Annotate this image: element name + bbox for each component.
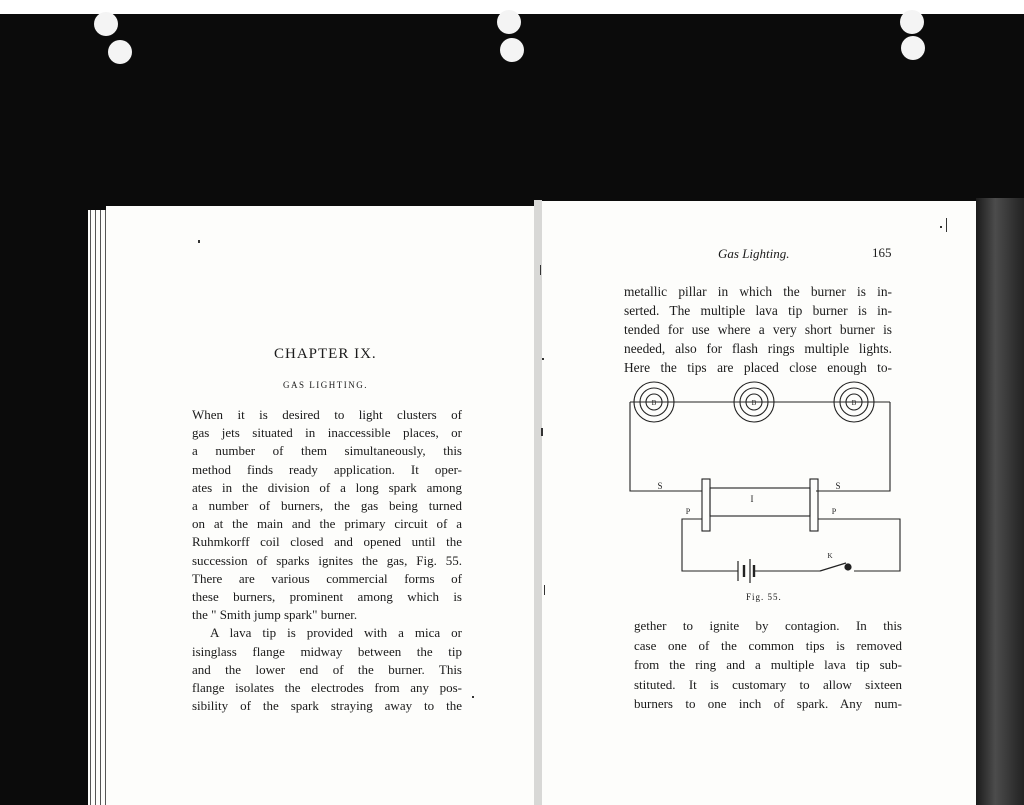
text-line: burners to one inch of spark. Any num- <box>634 696 902 711</box>
coil-flange-left <box>702 479 710 531</box>
text-line: succession of sparks ignites the gas, Fig. 55. <box>192 552 462 568</box>
text-line: gether to ignite by contagion. In this <box>634 618 902 633</box>
punch-hole-center-top <box>497 10 521 34</box>
scan-speck <box>544 585 545 595</box>
section-heading: GAS LIGHTING. <box>283 380 368 390</box>
book-spine <box>534 200 542 805</box>
burner-label: B <box>751 399 757 407</box>
text-line: Ruhmkorff coil closed and opened until the <box>192 534 462 550</box>
spark-label: S <box>657 481 663 491</box>
right-secondary-wire <box>816 402 890 491</box>
text-line: There are various commercial forms of <box>192 570 462 586</box>
text-line: tended for use where a very short burner is <box>624 322 892 337</box>
text-line: When it is desired to light clusters of <box>192 407 462 422</box>
primary-wire-right <box>818 519 900 571</box>
punch-hole-right <box>901 36 925 60</box>
figure-caption: Fig. 55. <box>746 592 782 602</box>
text-line: method finds ready application. It oper- <box>192 461 462 477</box>
key <box>820 563 851 571</box>
punch-hole-center <box>500 38 524 62</box>
text-line: the " Smith jump spark" burner. <box>192 607 358 623</box>
left-secondary-wire <box>630 402 702 491</box>
battery <box>738 559 754 583</box>
scan-speck <box>472 696 474 698</box>
text-line: metallic pillar in which the burner is in- <box>624 284 892 299</box>
scan-speck <box>541 428 543 436</box>
punch-hole-right-top <box>900 10 924 34</box>
burner-label: B <box>651 399 657 407</box>
right-top-text <box>624 282 892 377</box>
burner-label: B <box>851 399 857 407</box>
text-line: case one of the common tips is removed <box>634 637 902 653</box>
text-line: sibility of the spark straying away to the <box>192 698 462 714</box>
page-number: 165 <box>872 245 892 260</box>
wiring-diagram <box>620 375 910 585</box>
text-line: these burners, prominent among which is <box>192 589 462 605</box>
scan-speck <box>946 218 947 232</box>
primary-label: P <box>831 507 837 516</box>
text-line: needed, also for flash rings multiple lights. <box>624 341 892 356</box>
coil-label: I <box>750 494 754 504</box>
scan-speck <box>542 358 544 360</box>
text-line: isinglass flange midway between the tip <box>192 643 462 659</box>
scan-speck <box>198 240 200 243</box>
text-line: flange isolates the electrodes from any pos- <box>192 680 462 696</box>
text-line: gas jets situated in inaccessible places, or <box>192 425 462 441</box>
text-line: A lava tip is provided with a mica or <box>210 625 462 641</box>
text-line: from the ring and a multiple lava tip sub- <box>634 657 902 672</box>
coil-body <box>710 488 810 516</box>
left-body-text <box>192 406 462 715</box>
text-line: Here the tips are placed close enough to- <box>624 360 892 375</box>
text-line: serted. The multiple lava tip burner is in- <box>624 303 892 318</box>
right-bottom-text <box>634 616 902 714</box>
text-line: a number of them simultaneously, this <box>192 443 462 459</box>
running-head: Gas Lighting. <box>718 246 790 261</box>
key-label: K <box>827 552 833 560</box>
book-page-edges <box>88 210 106 805</box>
scan-shadow-right <box>976 198 1024 805</box>
scan-speck <box>540 265 541 275</box>
text-line: stituted. It is customary to allow sixteen <box>634 676 902 692</box>
spark-label: S <box>835 481 841 491</box>
text-line: a number of burners, the gas being turned <box>192 498 462 514</box>
text-line: and the lower end of the burner. This <box>192 661 462 677</box>
primary-label: P <box>685 507 691 516</box>
scan-speck <box>940 226 942 228</box>
chapter-heading: CHAPTER IX. <box>274 346 377 362</box>
text-line: on at the main and the primary circuit of a <box>192 516 462 532</box>
text-line: ates in the division of a long spark among <box>192 479 462 495</box>
punch-hole-left-top <box>94 12 118 36</box>
coil-flange-right <box>810 479 818 531</box>
punch-hole-left <box>108 40 132 64</box>
